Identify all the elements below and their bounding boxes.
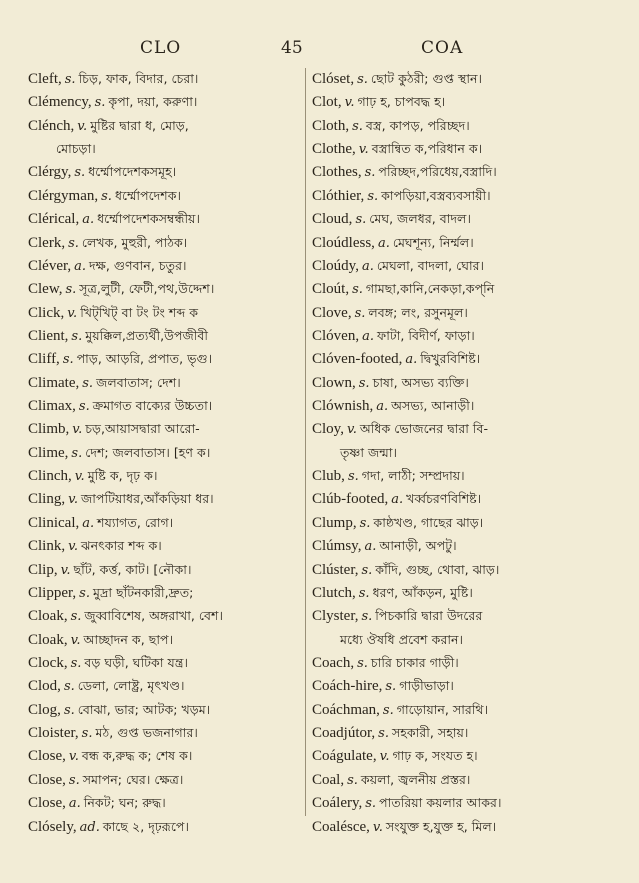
entry-definition: মেঘ, জলধর, বাদল। bbox=[369, 211, 471, 227]
entry-definition: আচ্ছাদন ক, ছাপ। bbox=[83, 631, 174, 647]
dictionary-entry bbox=[28, 674, 300, 697]
entry-headword: Close, bbox=[28, 795, 66, 812]
entry-part-of-speech: ad. bbox=[79, 819, 100, 835]
entry-definition: বস্ত্র, কাপড়, পরিচ্ছদ। bbox=[365, 117, 470, 133]
entry-headword: Clósely, bbox=[28, 818, 77, 835]
entry-definition: ধর্ম্মোপদেশকসম্বন্ধীয়। bbox=[97, 211, 200, 227]
entry-definition: মধ্যে ঔষধি প্রবেশ করান। bbox=[340, 631, 464, 647]
entry-part-of-speech: s. bbox=[361, 609, 373, 625]
entry-part-of-speech: v. bbox=[68, 749, 79, 765]
entry-definition: সহকারী, সহায়। bbox=[391, 725, 469, 741]
entry-part-of-speech: s. bbox=[81, 726, 93, 742]
entry-part-of-speech: a. bbox=[82, 212, 95, 228]
entry-part-of-speech: a. bbox=[361, 258, 374, 274]
entry-headword: Coách-hire, bbox=[312, 678, 383, 695]
entry-definition: মুষ্টির দ্বারা ধ, মোড়, bbox=[90, 117, 189, 133]
right-column bbox=[312, 67, 614, 838]
entry-part-of-speech: v. bbox=[70, 632, 81, 648]
entry-definition: ক্রমাগত বাক্যের উচ্চতা। bbox=[92, 398, 213, 414]
entry-definition: পাতরিয়া কয়লার আকর। bbox=[379, 795, 502, 811]
dictionary-entry bbox=[28, 581, 300, 604]
entry-definition: ধরণ, আঁকড়ন, মুষ্টি। bbox=[372, 584, 473, 600]
entry-definition: আনাড়ী, অপটু। bbox=[379, 538, 457, 554]
entry-headword: Coadjútor, bbox=[312, 725, 376, 742]
entry-part-of-speech: a. bbox=[68, 796, 81, 812]
entry-definition: মুদ্রা ছাঁটনকারী,দ্রুত; bbox=[92, 584, 194, 600]
entry-definition: গাঢ় হ, চাপবদ্ধ হ। bbox=[357, 94, 446, 110]
entry-part-of-speech: s. bbox=[78, 399, 90, 415]
entry-definition: কাপড়িয়া,বস্ত্রব্যবসায়ী। bbox=[381, 187, 491, 203]
entry-part-of-speech: a. bbox=[82, 515, 95, 531]
entry-definition: গাঢ় ক, সংযত হ। bbox=[392, 748, 478, 764]
dictionary-entry bbox=[28, 324, 300, 347]
dictionary-entry bbox=[312, 90, 614, 113]
entry-definition: জুব্বাবিশেষ, অঙ্গরাখা, বেশ। bbox=[84, 608, 223, 624]
entry-headword: Close, bbox=[28, 771, 66, 788]
entry-part-of-speech: a. bbox=[74, 258, 87, 274]
entry-definition: গাড়োয়ান, সারথি। bbox=[396, 701, 489, 717]
entry-part-of-speech: a. bbox=[391, 492, 404, 508]
entry-part-of-speech: s. bbox=[68, 235, 79, 251]
entry-definition: মুষ্টি ক, দৃঢ় ক। bbox=[87, 468, 158, 484]
entry-definition: পাড়, আড়রি, প্রপাত, ভৃগু। bbox=[76, 351, 213, 367]
entry-headword: Cloak, bbox=[28, 631, 68, 648]
entry-headword: Close, bbox=[28, 748, 66, 765]
entry-part-of-speech: s. bbox=[71, 445, 83, 461]
dictionary-entry bbox=[312, 534, 614, 557]
entry-headword: Clérgyman, bbox=[28, 187, 99, 204]
entry-headword: Click, bbox=[28, 304, 65, 321]
entry-definition: মোচড়া। bbox=[56, 141, 96, 157]
entry-definition: ধর্ম্মোপদেশক। bbox=[114, 187, 182, 203]
entry-headword: Clóven, bbox=[312, 327, 360, 344]
entry-part-of-speech: s. bbox=[65, 282, 77, 298]
dictionary-entry bbox=[28, 137, 300, 160]
entry-definition: জাপটিয়াধর,আঁকড়িয়া ধর। bbox=[81, 491, 214, 507]
entry-headword: Cliff, bbox=[28, 351, 60, 368]
dictionary-entry bbox=[28, 231, 300, 254]
entry-headword: Coáchman, bbox=[312, 701, 380, 718]
entry-part-of-speech: s. bbox=[354, 305, 366, 321]
dictionary-entry bbox=[28, 114, 300, 137]
entry-definition: অসভ্য, আনাড়ী। bbox=[391, 398, 475, 414]
entry-definition: মেঘশূন্য, নির্ম্মল। bbox=[392, 234, 474, 250]
entry-headword: Clúb-footed, bbox=[312, 491, 389, 508]
entry-part-of-speech: s. bbox=[101, 188, 112, 204]
dictionary-entry bbox=[28, 184, 300, 207]
entry-definition: দক্ষ, গুণবান, চতুর। bbox=[89, 257, 187, 273]
entry-headword: Cloúdy, bbox=[312, 257, 359, 274]
dictionary-entry bbox=[312, 254, 614, 277]
dictionary-entry bbox=[28, 464, 300, 487]
entry-part-of-speech: v. bbox=[358, 142, 369, 158]
entry-headword: Clémency, bbox=[28, 94, 92, 111]
dictionary-entry bbox=[312, 371, 614, 394]
entry-definition: অধিক ভোজনের দ্বারা বি- bbox=[359, 421, 489, 437]
entry-headword: Coalésce, bbox=[312, 818, 370, 835]
dictionary-entry bbox=[28, 744, 300, 767]
entry-part-of-speech: s. bbox=[68, 772, 80, 788]
entry-part-of-speech: v. bbox=[67, 305, 78, 321]
dictionary-entry bbox=[312, 558, 614, 581]
page-header bbox=[0, 38, 639, 62]
entry-definition: ফাটা, বিদীর্ণ, ফাড়া। bbox=[376, 327, 475, 343]
dictionary-entry bbox=[28, 558, 300, 581]
entry-headword: Clog, bbox=[28, 701, 61, 718]
dictionary-entry bbox=[28, 277, 300, 300]
entry-headword: Clipper, bbox=[28, 584, 77, 601]
entry-part-of-speech: a. bbox=[376, 399, 389, 415]
entry-definition: কাঁদি, গুচ্ছ, থোবা, ঝাড়। bbox=[375, 561, 500, 577]
entry-part-of-speech: s. bbox=[94, 95, 106, 111]
dictionary-entry bbox=[312, 394, 614, 417]
entry-headword: Clutch, bbox=[312, 584, 356, 601]
entry-headword: Clúmsy, bbox=[312, 538, 362, 555]
entry-headword: Coágulate, bbox=[312, 748, 377, 765]
entry-part-of-speech: s. bbox=[378, 726, 389, 742]
dictionary-entry bbox=[312, 674, 614, 697]
entry-headword: Clénch, bbox=[28, 117, 75, 134]
entry-headword: Climax, bbox=[28, 398, 76, 415]
entry-headword: Clock, bbox=[28, 654, 68, 671]
entry-part-of-speech: v. bbox=[74, 469, 85, 485]
entry-part-of-speech: v. bbox=[344, 95, 355, 111]
entry-headword: Clúster, bbox=[312, 561, 359, 578]
entry-definition: মেঘলা, বাদলা, ঘোর। bbox=[376, 257, 485, 273]
entry-headword: Clink, bbox=[28, 538, 66, 555]
dictionary-entry bbox=[312, 698, 614, 721]
dictionary-entry bbox=[312, 464, 614, 487]
entry-headword: Coálery, bbox=[312, 795, 363, 812]
entry-headword: Clew, bbox=[28, 281, 63, 298]
entry-part-of-speech: s. bbox=[64, 72, 76, 87]
entry-definition: চারি চাকার গাড়ী। bbox=[370, 654, 459, 670]
entry-definition: বোঝা, ভার; আটক; খড়ম। bbox=[77, 701, 211, 717]
dictionary-entry bbox=[312, 487, 614, 510]
entry-part-of-speech: s. bbox=[358, 375, 370, 391]
dictionary-entry bbox=[28, 768, 300, 791]
entry-part-of-speech: s. bbox=[352, 282, 363, 298]
entry-part-of-speech: v. bbox=[77, 118, 88, 134]
entry-headword: Clip, bbox=[28, 561, 58, 578]
entry-part-of-speech: s. bbox=[79, 585, 90, 601]
entry-part-of-speech: v. bbox=[72, 422, 83, 438]
entry-definition: লবঙ্গ; লং, রসুনমূল। bbox=[368, 304, 468, 320]
entry-part-of-speech: s. bbox=[347, 772, 358, 788]
entry-headword: Clóthier, bbox=[312, 187, 365, 204]
entry-definition: মুয়ক্কিল,প্রত্যর্থী,উপজীবী bbox=[85, 327, 209, 343]
entry-definition: কাষ্ঠখণ্ড, গাছের ঝাড়। bbox=[373, 514, 484, 530]
entry-headword: Clerk, bbox=[28, 234, 66, 251]
dictionary-entry bbox=[28, 487, 300, 510]
entry-definition: মঠ, গুপ্ত ভজনাগার। bbox=[95, 725, 198, 741]
entry-headword: Cling, bbox=[28, 491, 66, 508]
entry-definition: দ্বিখুরবিশিষ্ট। bbox=[420, 351, 481, 367]
dictionary-entry bbox=[312, 231, 614, 254]
entry-definition: পরিচ্ছদ,পরিধেয়,বস্ত্রাদি। bbox=[378, 164, 497, 180]
right-guide-word: COA bbox=[421, 38, 464, 58]
page-number: 45 bbox=[281, 38, 303, 58]
entry-headword: Clot, bbox=[312, 94, 342, 111]
entry-part-of-speech: a. bbox=[364, 539, 377, 555]
entry-headword: Club, bbox=[312, 468, 345, 485]
entry-headword: Cloud, bbox=[312, 211, 353, 228]
entry-part-of-speech: s. bbox=[71, 328, 83, 344]
entry-headword: Cloth, bbox=[312, 117, 350, 134]
entry-part-of-speech: s. bbox=[357, 72, 368, 87]
entry-definition: কয়লা, জ্বলনীয় প্রস্তর। bbox=[360, 771, 471, 787]
dictionary-entry bbox=[312, 768, 614, 791]
entry-definition: পিচকারি দ্বারা উদরের bbox=[375, 608, 483, 624]
dictionary-entry bbox=[312, 744, 614, 767]
entry-headword: Cloút, bbox=[312, 281, 350, 298]
entry-headword: Clóset, bbox=[312, 71, 355, 87]
entry-headword: Climate, bbox=[28, 374, 80, 391]
entry-headword: Clównish, bbox=[312, 398, 374, 415]
entry-headword: Cloy, bbox=[312, 421, 344, 438]
dictionary-entry bbox=[312, 581, 614, 604]
entry-part-of-speech: s. bbox=[70, 655, 82, 671]
entry-headword: Clime, bbox=[28, 444, 69, 461]
entry-headword: Cléver, bbox=[28, 257, 72, 274]
column-divider bbox=[305, 68, 306, 816]
entry-headword: Clinical, bbox=[28, 514, 80, 531]
dictionary-entry bbox=[312, 511, 614, 534]
entry-definition: সমাপন; ঘের। ক্ষেত্র। bbox=[82, 771, 184, 787]
entry-definition: গদা, লাঠী; সম্প্রদায়। bbox=[361, 468, 465, 484]
dictionary-entry bbox=[312, 628, 614, 651]
entry-part-of-speech: s. bbox=[358, 585, 370, 601]
entry-headword: Cloister, bbox=[28, 725, 79, 742]
entry-headword: Cloúdless, bbox=[312, 234, 375, 251]
entry-headword: Clérgy, bbox=[28, 164, 72, 181]
entry-headword: Coach, bbox=[312, 654, 355, 671]
dictionary-entry bbox=[28, 90, 300, 113]
dictionary-entry bbox=[312, 417, 614, 440]
entry-headword: Cleft, bbox=[28, 71, 62, 87]
entry-definition: বন্ধ ক,রুদ্ধ ক; শেষ ক। bbox=[81, 748, 193, 764]
entry-part-of-speech: v. bbox=[68, 539, 79, 555]
entry-part-of-speech: v. bbox=[60, 562, 71, 578]
dictionary-entry bbox=[28, 441, 300, 464]
entry-headword: Climb, bbox=[28, 421, 70, 438]
entry-part-of-speech: v. bbox=[346, 422, 357, 438]
dictionary-entry bbox=[28, 534, 300, 557]
entry-definition: শয্যাগত, রোগ। bbox=[97, 514, 174, 530]
entry-part-of-speech: s. bbox=[382, 702, 394, 718]
entry-definition: খিট্‌খিট্ বা টং টং শব্দ ক bbox=[80, 304, 199, 320]
entry-definition: বস্ত্রান্বিত ক,পরিধান ক। bbox=[371, 141, 483, 157]
dictionary-entry bbox=[28, 628, 300, 651]
dictionary-entry bbox=[312, 791, 614, 814]
dictionary-entry bbox=[312, 160, 614, 183]
entry-headword: Clothes, bbox=[312, 164, 362, 181]
dictionary-entry bbox=[28, 207, 300, 230]
entry-definition: কাছে ২, দৃঢ়রূপে। bbox=[102, 818, 189, 834]
dictionary-entry bbox=[312, 721, 614, 744]
entry-part-of-speech: v. bbox=[372, 819, 383, 835]
entry-part-of-speech: s. bbox=[355, 212, 367, 228]
entry-definition: ধর্ম্মোপদেশকসমূহ। bbox=[88, 164, 177, 180]
entry-definition: তৃষ্ণা জন্মা। bbox=[340, 444, 397, 460]
entry-part-of-speech: s. bbox=[74, 165, 86, 181]
entry-part-of-speech: s. bbox=[361, 562, 373, 578]
entry-definition: কৃপা, দয়া, করুণা। bbox=[108, 94, 198, 110]
entry-headword: Coal, bbox=[312, 771, 345, 788]
entry-definition: চাষা, অসভ্য ব্যক্তি। bbox=[372, 374, 469, 390]
entry-definition: বড় ঘড়ী, ঘটিকা যন্ত্র। bbox=[84, 654, 189, 670]
dictionary-entry bbox=[28, 394, 300, 417]
entry-part-of-speech: s. bbox=[62, 352, 74, 368]
dictionary-entry bbox=[28, 301, 300, 324]
entry-headword: Clinch, bbox=[28, 468, 72, 485]
entry-definition: নিকট; ঘন; রুদ্ধ। bbox=[83, 795, 166, 811]
dictionary-entry bbox=[28, 651, 300, 674]
entry-definition: খর্ব্বচরণবিশিষ্ট। bbox=[406, 491, 482, 507]
entry-part-of-speech: v. bbox=[68, 492, 79, 508]
entry-part-of-speech: s. bbox=[63, 679, 75, 695]
entry-definition: গাড়ীভাড়া। bbox=[399, 678, 454, 694]
dictionary-entry bbox=[312, 604, 614, 627]
dictionary-entry bbox=[28, 254, 300, 277]
dictionary-entry bbox=[312, 651, 614, 674]
dictionary-entry bbox=[312, 324, 614, 347]
entry-definition: সূত্র,লুটী, ফেটী,পথ,উদ্দেশ। bbox=[79, 281, 215, 297]
entry-definition: গামছা,কানি,নেকড়া,কপ্‌নি bbox=[365, 281, 495, 297]
entry-part-of-speech: s. bbox=[63, 702, 75, 718]
dictionary-entry bbox=[28, 698, 300, 721]
entry-part-of-speech: s. bbox=[364, 165, 376, 181]
entry-definition: ছাঁট, কর্ত্ত, কাট। [নৌকা। bbox=[73, 561, 192, 577]
entry-headword: Clóven-footed, bbox=[312, 351, 403, 368]
entry-headword: Clove, bbox=[312, 304, 352, 321]
entry-headword: Cloak, bbox=[28, 608, 68, 625]
entry-definition: সংযুক্ত হ,যুক্ত হ, মিল। bbox=[385, 818, 497, 834]
entry-part-of-speech: v. bbox=[379, 749, 390, 765]
dictionary-entry bbox=[28, 604, 300, 627]
entry-part-of-speech: s. bbox=[70, 609, 82, 625]
dictionary-entry bbox=[28, 511, 300, 534]
entry-definition: লেখক, মুহুরী, পাঠক। bbox=[81, 234, 188, 250]
dictionary-entry bbox=[28, 417, 300, 440]
entry-part-of-speech: s. bbox=[347, 469, 359, 485]
entry-definition: ডেলা, লোষ্ট্র, মৃৎখণ্ড। bbox=[77, 678, 185, 694]
dictionary-entry bbox=[28, 815, 300, 838]
entry-headword: Client, bbox=[28, 327, 69, 344]
dictionary-entry bbox=[312, 207, 614, 230]
entry-definition: চড়,আয়াসদ্বারা আরো- bbox=[85, 421, 200, 437]
dictionary-entry bbox=[312, 137, 614, 160]
entry-headword: Clump, bbox=[312, 514, 357, 531]
entry-headword: Clown, bbox=[312, 374, 356, 391]
dictionary-entry bbox=[312, 277, 614, 300]
dictionary-entry bbox=[312, 67, 614, 90]
entry-part-of-speech: a. bbox=[405, 352, 418, 368]
entry-definition: দেশ; জলবাতাস। [হণ ক। bbox=[85, 444, 211, 460]
dictionary-entry bbox=[28, 160, 300, 183]
dictionary-entry bbox=[312, 441, 614, 464]
dictionary-entry bbox=[28, 791, 300, 814]
entry-definition: চিড়, ফাক, বিদার, চেরা। bbox=[78, 71, 199, 86]
entry-part-of-speech: a. bbox=[362, 328, 374, 344]
entry-headword: Clothe, bbox=[312, 141, 356, 158]
entry-part-of-speech: s. bbox=[357, 655, 368, 671]
dictionary-entry bbox=[28, 371, 300, 394]
entry-part-of-speech: s. bbox=[359, 515, 371, 531]
dictionary-entry bbox=[28, 721, 300, 744]
entry-definition: ঝনৎকার শব্দ ক। bbox=[81, 538, 162, 554]
entry-part-of-speech: a. bbox=[377, 235, 390, 251]
dictionary-entry bbox=[312, 184, 614, 207]
entry-part-of-speech: s. bbox=[385, 679, 397, 695]
dictionary-entry bbox=[312, 114, 614, 137]
entry-definition: জলবাতাস; দেশ। bbox=[96, 374, 181, 390]
entry-part-of-speech: s. bbox=[367, 188, 379, 204]
entry-part-of-speech: s. bbox=[352, 118, 363, 134]
entry-definition: ছোট কুঠরী; গুপ্ত স্থান। bbox=[370, 71, 483, 86]
entry-part-of-speech: s. bbox=[82, 375, 94, 391]
dictionary-entry bbox=[312, 347, 614, 370]
left-column bbox=[28, 67, 300, 838]
entry-part-of-speech: s. bbox=[365, 796, 377, 812]
dictionary-entry bbox=[28, 67, 300, 90]
entry-headword: Clyster, bbox=[312, 608, 359, 625]
left-guide-word: CLO bbox=[140, 38, 182, 58]
dictionary-entry bbox=[312, 815, 614, 838]
dictionary-entry bbox=[312, 301, 614, 324]
entry-headword: Clod, bbox=[28, 678, 61, 695]
dictionary-entry bbox=[28, 347, 300, 370]
entry-headword: Clérical, bbox=[28, 211, 80, 228]
